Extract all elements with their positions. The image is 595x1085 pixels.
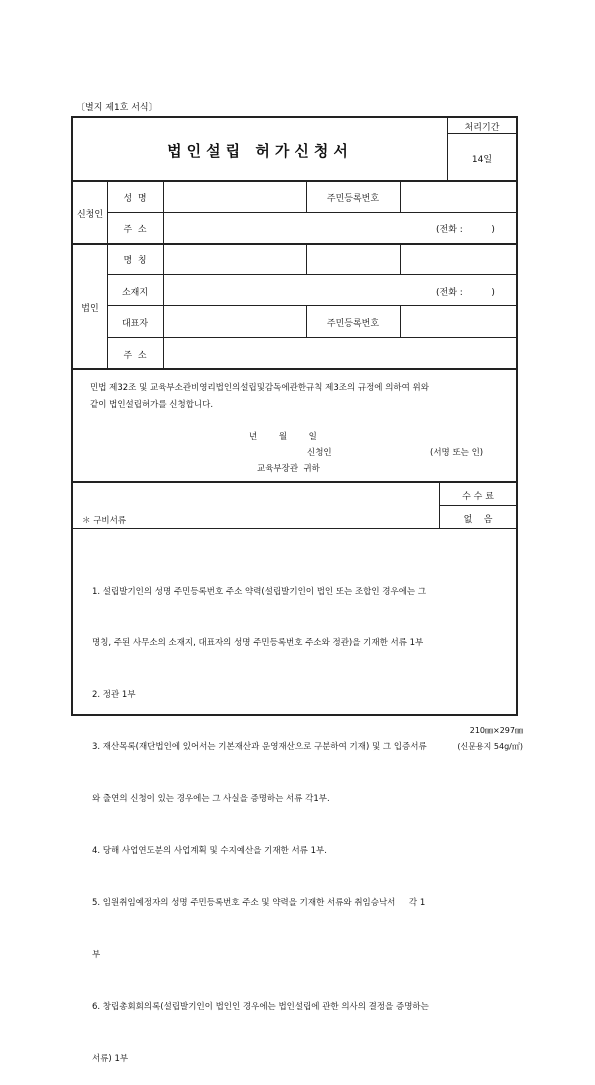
list-item: 명칭, 주된 사무소의 소재지, 대표자의 성명 주민등록번호 주소와 정관)을 기재한 서류 1부: [92, 638, 424, 649]
applicant-phone-label: (전화 : ): [436, 225, 495, 235]
list-item: 와 출연의 신청이 있는 경우에는 그 사실을 증명하는 서류 각1부.: [92, 794, 330, 805]
fee-label: 수 수 료: [462, 492, 494, 502]
requirements-list: [92, 549, 429, 1085]
divider: [71, 243, 517, 245]
corporation-name-field-3[interactable]: [403, 247, 513, 271]
corporation-name-field[interactable]: [166, 247, 302, 271]
applicant-resident-no-field[interactable]: [403, 185, 513, 209]
divider: [71, 180, 517, 182]
page-title: 법인설립 허가신청서: [167, 142, 353, 160]
applicant-address-label: 주 소: [123, 225, 147, 235]
applicant-address-field[interactable]: [166, 216, 426, 240]
corporation-phone-label: (전화 : ): [436, 288, 495, 298]
processing-period-label: 처리기간: [464, 123, 500, 133]
divider: [447, 133, 517, 134]
corporation-resident-no-field[interactable]: [403, 309, 513, 333]
statement-date: 년 월 일: [249, 432, 317, 442]
divider: [71, 481, 517, 483]
applicant-section-label: 신청인: [76, 210, 104, 220]
fee-value: 없 음: [463, 515, 493, 525]
corporation-resident-no-label: 주민등록번호: [326, 319, 380, 329]
divider: [71, 368, 517, 370]
corporation-section-label: 법인: [81, 304, 99, 314]
divider: [107, 337, 517, 338]
corporation-location-label: 소재지: [121, 288, 149, 298]
applicant-resident-no-label: 주민등록번호: [326, 194, 380, 204]
corporation-representative-field[interactable]: [166, 309, 302, 333]
corporation-representative-label: 대표자: [121, 319, 149, 329]
list-item: 6. 창립총회회의록(설립발기인이 법인인 경우에는 법인설립에 관한 의사의 결정을 증명하는: [92, 1001, 429, 1012]
divider: [439, 505, 517, 506]
processing-period-value: 14일: [471, 155, 493, 165]
paper-size: 210㎜×297㎜: [469, 726, 523, 735]
divider: [400, 181, 401, 212]
corporation-name-label: 명 칭: [123, 256, 147, 266]
list-item: 부: [92, 949, 101, 960]
corporation-address-label: 주 소: [123, 351, 147, 361]
frame-top: [71, 116, 517, 118]
documents-label: ＊ 구비서류: [82, 516, 127, 526]
divider: [107, 212, 517, 213]
signature-label: (서명 또는 인): [430, 448, 484, 458]
statement-applicant-label: 신청인: [307, 448, 332, 458]
divider: [107, 274, 517, 275]
divider: [400, 305, 401, 337]
list-item: 5. 임원취임예정자의 성명 주민등록번호 주소 및 약력을 기재한 서류와 취임승낙서 각 1: [92, 897, 426, 908]
applicant-name-field[interactable]: [166, 185, 302, 209]
form-code: 〔별지 제1호 서식〕: [76, 103, 158, 113]
list-item: 4. 당해 사업연도분의 사업계획 및 수지예산을 기재한 서류 1부.: [92, 846, 327, 857]
addressee: 교육부장관 귀하: [257, 464, 320, 474]
applicant-name-label: 성 명: [123, 194, 147, 204]
statement-line-2: 같이 법인설립허가를 신청합니다.: [90, 400, 214, 410]
divider: [107, 305, 517, 306]
frame-left: [71, 116, 73, 716]
frame-right: [516, 116, 518, 716]
paper-type: (신문용지 54g/㎡): [457, 742, 523, 751]
applicant-signature-field[interactable]: [340, 443, 425, 457]
list-item: 3. 재산목록(재단법인에 있어서는 기본재산과 운영재산으로 구분하여 기재) 및 그 입증서류: [92, 742, 427, 753]
corporation-name-field-2[interactable]: [309, 247, 397, 271]
divider: [306, 244, 307, 274]
corporation-address-field[interactable]: [166, 341, 512, 365]
list-item: 서류) 1부: [92, 1053, 129, 1064]
corporation-location-field[interactable]: [166, 278, 426, 302]
statement-line-1: 민법 제32조 및 교육부소관비영리법인의설립및감독에관한규칙 제3조의 규정에 의하여 위와: [90, 383, 429, 393]
divider: [71, 528, 517, 529]
divider: [400, 244, 401, 274]
list-item: 1. 설립발기인의 성명 주민등록번호 주소 약력(설립발기인이 법인 또는 조합인 경우에는 그: [92, 586, 427, 597]
list-item: 2. 정관 1부: [92, 690, 136, 701]
